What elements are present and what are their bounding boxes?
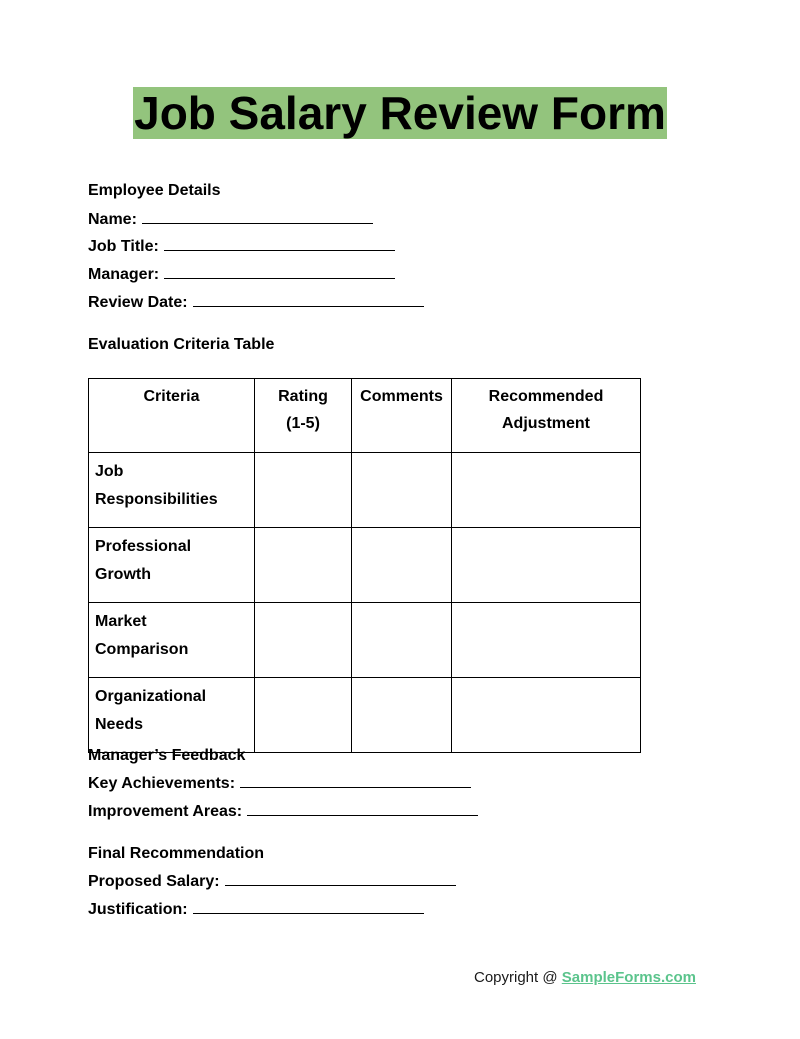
criteria-label: Organizational Needs [95,688,207,733]
adjustment-header-text: Recommended Adjustment [488,388,604,432]
key-achievements-label: Key Achievements: [88,775,236,792]
comments-cell[interactable] [352,453,452,528]
comments-cell[interactable] [352,603,452,678]
proposed-salary-field[interactable] [88,871,456,892]
justification-label: Justification: [88,901,188,918]
table-row [89,528,641,603]
improvement-areas-field[interactable] [88,801,478,822]
justification-input-line[interactable] [193,899,424,914]
table-row [89,678,641,753]
criteria-cell [89,678,255,753]
table-row [89,603,641,678]
adjustment-cell[interactable] [452,603,641,678]
column-header-adjustment [452,379,641,453]
column-header-criteria: Criteria [89,379,255,453]
job-title-input-line[interactable] [164,236,395,251]
adjustment-cell[interactable] [452,528,641,603]
column-header-rating [255,379,352,453]
manager-input-line[interactable] [164,264,395,279]
page-title: Job Salary Review Form [134,87,666,139]
justification-field[interactable] [88,899,424,920]
improvement-areas-input-line[interactable] [247,801,478,816]
section-heading-employee-details: Employee Details [88,182,221,199]
footer-copyright [474,968,696,988]
adjustment-cell[interactable] [452,678,641,753]
title-container [0,87,800,139]
manager-field[interactable] [88,264,395,285]
copyright-text: Copyright @ [474,969,562,986]
section-heading-final-recommendation: Final Recommendation [88,845,265,862]
column-header-comments: Comments [352,379,452,453]
table-header-row [89,379,641,453]
comments-cell[interactable] [352,528,452,603]
rating-cell[interactable] [255,678,352,753]
table-row [89,453,641,528]
rating-cell[interactable] [255,453,352,528]
manager-label: Manager: [88,266,160,283]
rating-cell[interactable] [255,603,352,678]
section-heading-evaluation: Evaluation Criteria Table [88,336,275,353]
job-title-label: Job Title: [88,238,159,255]
improvement-areas-label: Improvement Areas: [88,803,243,820]
proposed-salary-input-line[interactable] [225,871,456,886]
criteria-cell [89,603,255,678]
proposed-salary-label: Proposed Salary: [88,873,220,890]
comments-cell[interactable] [352,678,452,753]
rating-cell[interactable] [255,528,352,603]
rating-header-text: Rating (1-5) [278,388,328,432]
criteria-label: Professional Growth [95,538,192,583]
review-date-field[interactable] [88,292,424,313]
adjustment-cell[interactable] [452,453,641,528]
criteria-cell [89,528,255,603]
criteria-label: Market Comparison [95,613,189,658]
criteria-cell [89,453,255,528]
name-field[interactable] [88,209,373,230]
key-achievements-field[interactable] [88,773,471,794]
name-input-line[interactable] [142,209,373,224]
section-heading-manager-feedback: Manager’s Feedback [88,747,246,764]
criteria-label: Job Responsibilities [95,463,218,508]
review-date-input-line[interactable] [193,292,424,307]
name-label: Name: [88,211,137,228]
evaluation-criteria-table [88,378,641,753]
job-title-field[interactable] [88,236,395,257]
review-date-label: Review Date: [88,294,188,311]
key-achievements-input-line[interactable] [240,773,471,788]
sampleforms-link[interactable]: SampleForms.com [561,969,696,986]
